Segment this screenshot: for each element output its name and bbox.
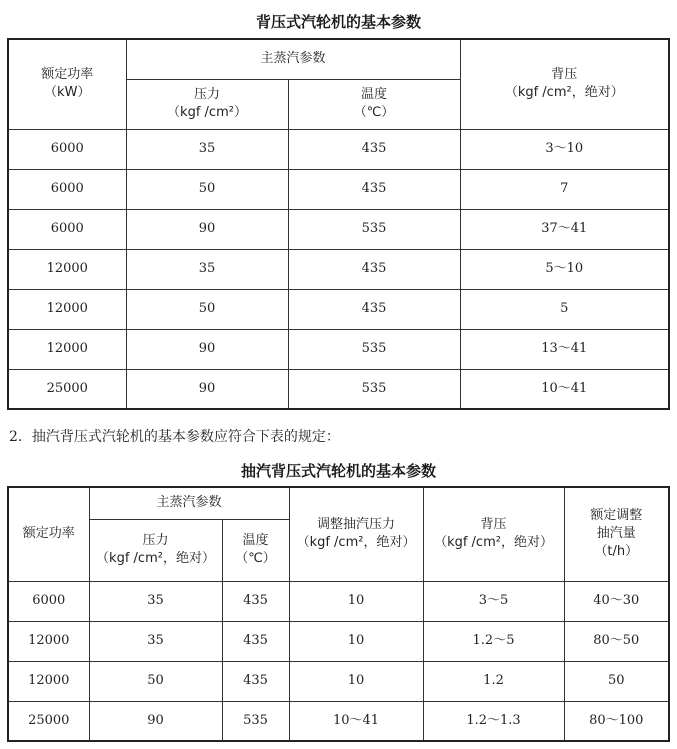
cell-back-pressure: 1.2～5	[423, 621, 564, 661]
cell-pressure: 50	[126, 289, 288, 329]
header-pressure-unit: （kgf /cm²，绝对）	[96, 551, 215, 566]
cell-pressure: 35	[89, 581, 222, 621]
cell-pressure: 50	[89, 661, 222, 701]
cell-power: 6000	[8, 129, 126, 169]
table-row	[8, 661, 669, 701]
header-pressure-label: 压力	[142, 533, 169, 548]
cell-back-pressure: 3～5	[423, 581, 564, 621]
cell-temperature: 435	[288, 289, 460, 329]
table-row	[8, 169, 669, 209]
header-extraction-flow-line1: 额定调整	[590, 508, 643, 524]
header-extraction-flow	[564, 487, 669, 581]
header-temperature-unit: （℃）	[353, 105, 395, 120]
table-row	[8, 701, 669, 741]
header-extraction-flow-unit: （t/h）	[594, 544, 639, 560]
cell-back-pressure: 5～10	[460, 249, 669, 289]
header-back-pressure	[460, 39, 669, 129]
header-main-steam: 主蒸汽参数	[126, 39, 460, 79]
header-extraction-flow-line2: 抽汽量	[596, 526, 636, 542]
table-row	[8, 129, 669, 169]
cell-power: 25000	[8, 701, 89, 741]
cell-back-pressure: 13～41	[460, 329, 669, 369]
header-back-pressure-label: 背压	[551, 67, 578, 83]
cell-temperature: 435	[288, 169, 460, 209]
cell-temperature: 435	[222, 581, 289, 621]
header-main-steam: 主蒸汽参数	[89, 487, 289, 519]
cell-extraction-pressure: 10	[289, 621, 423, 661]
cell-pressure: 90	[126, 209, 288, 249]
cell-power: 12000	[8, 661, 89, 701]
header-pressure-unit: （kgf /cm²）	[167, 105, 247, 120]
header-back-pressure	[423, 487, 564, 581]
table-row	[8, 289, 669, 329]
header-temperature-unit: （℃）	[235, 551, 276, 566]
cell-back-pressure: 37～41	[460, 209, 669, 249]
cell-power: 12000	[8, 621, 89, 661]
cell-back-pressure: 1.2	[423, 661, 564, 701]
cell-power: 12000	[8, 249, 126, 289]
table1	[7, 38, 670, 410]
cell-temperature: 435	[288, 249, 460, 289]
note-text: 2．抽汽背压式汽轮机的基本参数应符合下表的规定：	[9, 429, 340, 445]
header-temperature-label: 温度	[361, 87, 388, 102]
table-row	[8, 581, 669, 621]
table2	[7, 486, 670, 742]
cell-extraction-flow: 50	[564, 661, 669, 701]
table-row	[8, 329, 669, 369]
cell-power: 12000	[8, 289, 126, 329]
header-back-pressure-unit: （kgf /cm²，绝对）	[504, 85, 624, 101]
cell-back-pressure: 10～41	[460, 369, 669, 409]
header-power-unit: （kW）	[44, 85, 91, 101]
header-pressure	[126, 79, 288, 129]
cell-power: 6000	[8, 209, 126, 249]
cell-temperature: 435	[222, 661, 289, 701]
cell-temperature: 535	[288, 209, 460, 249]
cell-power: 25000	[8, 369, 126, 409]
header-power: 额定功率	[8, 487, 89, 581]
cell-power: 12000	[8, 329, 126, 369]
cell-extraction-flow: 80～50	[564, 621, 669, 661]
cell-temperature: 535	[288, 369, 460, 409]
header-temperature	[222, 519, 289, 581]
cell-extraction-pressure: 10	[289, 581, 423, 621]
cell-extraction-flow: 80～100	[564, 701, 669, 741]
cell-extraction-pressure: 10～41	[289, 701, 423, 741]
cell-temperature: 535	[288, 329, 460, 369]
cell-pressure: 90	[126, 329, 288, 369]
cell-back-pressure: 7	[460, 169, 669, 209]
header-back-pressure-unit: （kgf /cm²，绝对）	[434, 535, 553, 551]
table1-title: 背压式汽轮机的基本参数	[255, 13, 421, 31]
cell-pressure: 35	[126, 129, 288, 169]
cell-back-pressure: 1.2～1.3	[423, 701, 564, 741]
header-power-label: 额定功率	[41, 67, 94, 83]
cell-extraction-pressure: 10	[289, 661, 423, 701]
table2-title: 抽汽背压式汽轮机的基本参数	[240, 462, 436, 480]
header-power	[8, 39, 126, 129]
cell-power: 6000	[8, 581, 89, 621]
cell-temperature: 435	[222, 621, 289, 661]
cell-extraction-flow: 40～30	[564, 581, 669, 621]
table-row	[8, 209, 669, 249]
cell-back-pressure: 3～10	[460, 129, 669, 169]
header-extraction-pressure-label: 调整抽汽压力	[317, 517, 396, 533]
cell-pressure: 35	[89, 621, 222, 661]
table-row	[8, 249, 669, 289]
header-extraction-pressure-unit: （kgf /cm²，绝对）	[296, 535, 416, 551]
cell-back-pressure: 5	[460, 289, 669, 329]
header-pressure-label: 压力	[193, 87, 220, 102]
cell-pressure: 90	[126, 369, 288, 409]
cell-power: 6000	[8, 169, 126, 209]
cell-temperature: 435	[288, 129, 460, 169]
table-row	[8, 369, 669, 409]
header-temperature-label: 温度	[242, 533, 269, 548]
table-row	[8, 621, 669, 661]
header-back-pressure-label: 背压	[480, 517, 507, 533]
header-pressure	[89, 519, 222, 581]
cell-temperature: 535	[222, 701, 289, 741]
cell-pressure: 35	[126, 249, 288, 289]
header-extraction-pressure	[289, 487, 423, 581]
cell-pressure: 50	[126, 169, 288, 209]
cell-pressure: 90	[89, 701, 222, 741]
header-temperature	[288, 79, 460, 129]
